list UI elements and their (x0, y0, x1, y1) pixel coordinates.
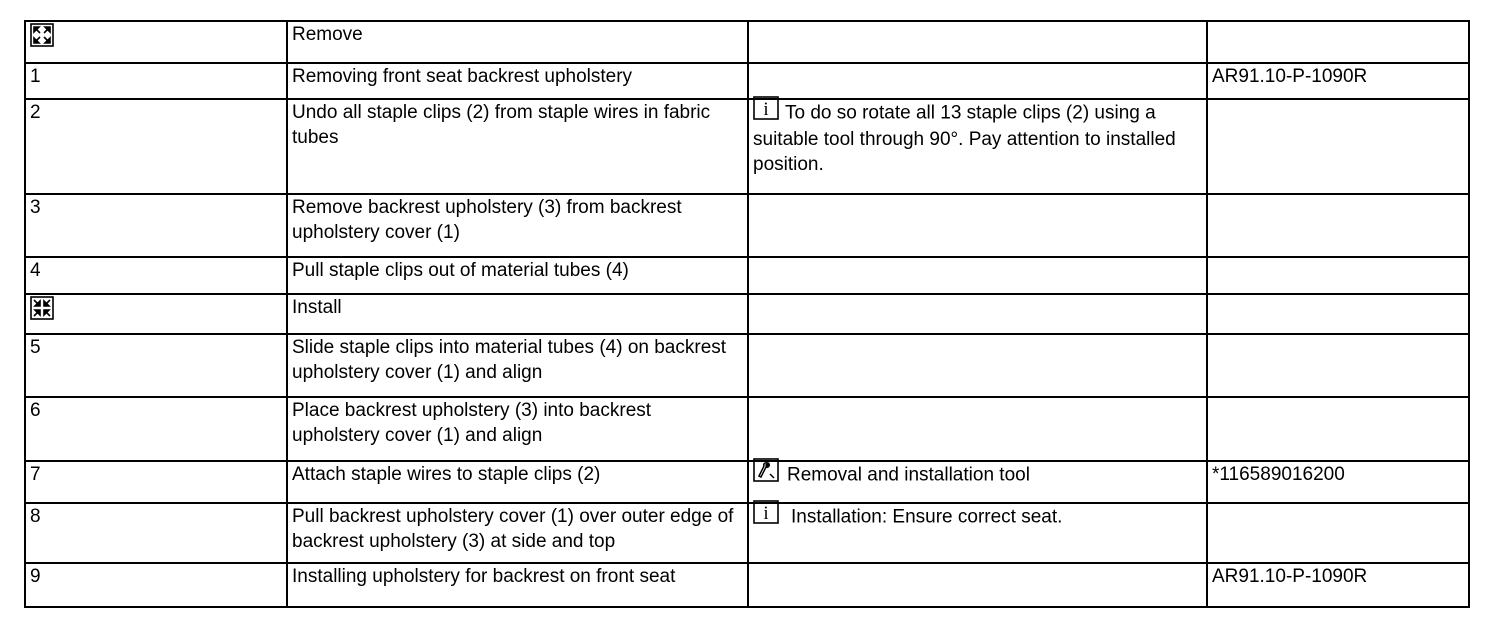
note-cell (748, 461, 1207, 503)
note-cell (748, 21, 1207, 63)
part-number: *116589016200 (1207, 461, 1469, 503)
note-cell (748, 397, 1207, 461)
table-row (25, 194, 1469, 257)
step-text: Slide staple clips into material tubes (4) on backrest upholstery cover (1) and align (287, 334, 748, 397)
reference-cell (1207, 294, 1469, 334)
step-text: Place backrest upholstery (3) into backrest upholstery cover (1) and align (287, 397, 748, 461)
step-number: 2 (25, 99, 287, 194)
step-text: Remove backrest upholstery (3) from backrest upholstery cover (1) (287, 194, 748, 257)
svg-text:i: i (763, 503, 769, 524)
table-row (25, 461, 1469, 503)
step-number: 7 (25, 461, 287, 503)
step-text: Installing upholstery for backrest on front seat (287, 563, 748, 607)
step-text: Attach staple wires to staple clips (2) (287, 461, 748, 503)
step-number: 3 (25, 194, 287, 257)
note-cell (748, 503, 1207, 563)
note-cell (748, 99, 1207, 194)
step-number: 5 (25, 334, 287, 397)
note-cell (748, 334, 1207, 397)
table-row (25, 503, 1469, 563)
work-steps-table (24, 20, 1470, 608)
table-row (25, 21, 1469, 63)
step-text: Pull staple clips out of material tubes (4) (287, 257, 748, 294)
note-cell (748, 257, 1207, 294)
note-text: Removal and installation tool (787, 464, 1030, 486)
step-text: Install (287, 294, 748, 334)
step-number: 4 (25, 257, 287, 294)
step-number: 9 (25, 563, 287, 607)
reference-cell (1207, 21, 1469, 63)
reference-cell (1207, 257, 1469, 294)
reference-cell (1207, 194, 1469, 257)
reference-cell (1207, 334, 1469, 397)
reference-cell (1207, 99, 1469, 194)
step-number-cell (25, 294, 287, 334)
info-icon (753, 96, 779, 127)
table-row (25, 563, 1469, 607)
step-text: Remove (287, 21, 748, 63)
table-row (25, 257, 1469, 294)
svg-text:i: i (763, 99, 769, 120)
note-cell (748, 194, 1207, 257)
note-cell (748, 563, 1207, 607)
step-number-cell (25, 21, 287, 63)
step-number: 8 (25, 503, 287, 563)
tool-icon (753, 458, 779, 489)
step-text: Undo all staple clips (2) from staple wires in fabric tubes (287, 99, 748, 194)
note-text: Installation: Ensure correct seat. (791, 506, 1063, 528)
step-number: 6 (25, 397, 287, 461)
step-text: Pull backrest upholstery cover (1) over outer edge of backrest upholstery (3) at side and top (287, 503, 748, 563)
table-row (25, 63, 1469, 99)
install-icon (30, 296, 54, 327)
note-cell (748, 294, 1207, 334)
info-icon (753, 500, 779, 531)
table-row (25, 294, 1469, 334)
reference-link[interactable]: AR91.10-P-1090R (1207, 63, 1469, 99)
step-number: 1 (25, 63, 287, 99)
reference-cell (1207, 397, 1469, 461)
remove-icon (30, 23, 54, 54)
step-text: Removing front seat backrest upholstery (287, 63, 748, 99)
reference-cell (1207, 503, 1469, 563)
note-text: To do so rotate all 13 staple clips (2) using a suitable tool through 90°. Pay attention to installed position. (753, 102, 1176, 175)
table-row (25, 397, 1469, 461)
table-row (25, 99, 1469, 194)
table-row (25, 334, 1469, 397)
note-cell (748, 63, 1207, 99)
reference-link[interactable]: AR91.10-P-1090R (1207, 563, 1469, 607)
